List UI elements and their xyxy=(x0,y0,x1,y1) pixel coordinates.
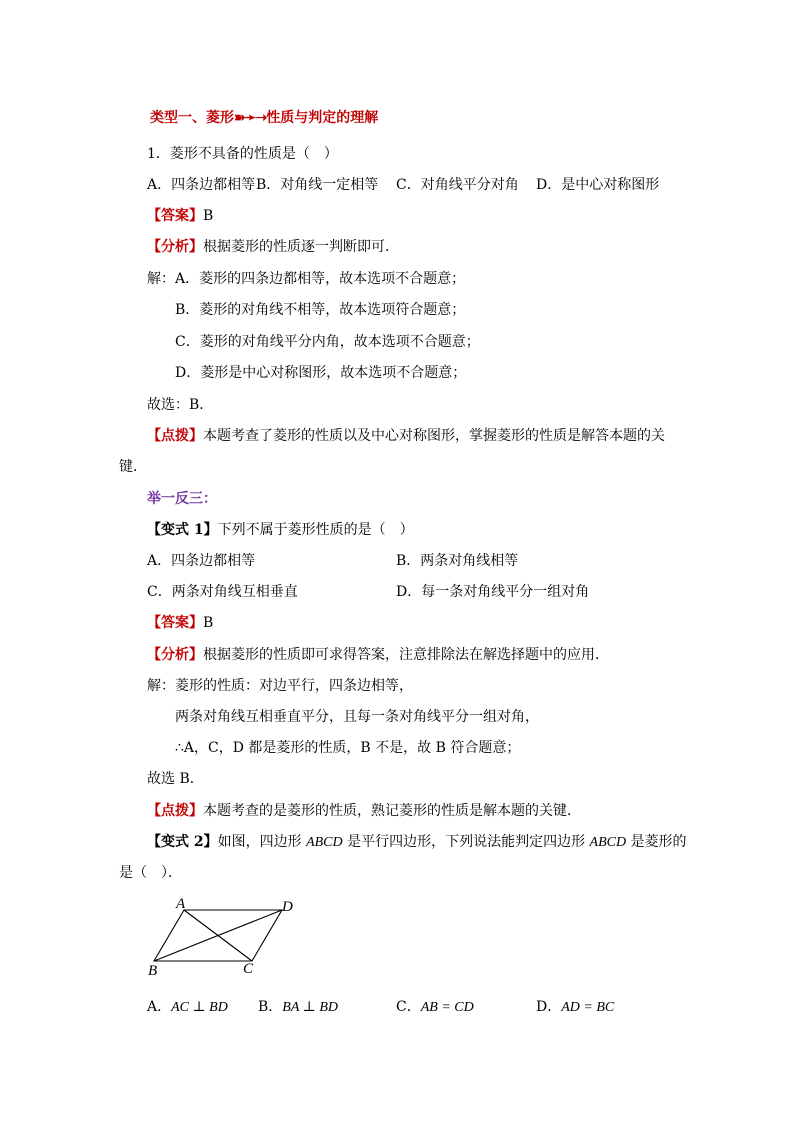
vertex-label-c: C xyxy=(243,961,254,977)
v2-option-a xyxy=(147,998,228,1017)
v2-quad-name-2: ABCD xyxy=(589,835,627,850)
v1-tip xyxy=(147,802,581,820)
option-expr: BA ⊥ BD xyxy=(282,1000,338,1015)
v2-option-d xyxy=(536,998,614,1017)
v1-analysis xyxy=(147,646,609,664)
q1-conclusion: 故选：B． xyxy=(147,397,214,413)
q1-solution-line-2: B．菱形的对角线不相等，故本选项符合题意； xyxy=(175,302,466,318)
vertex-label-d: D xyxy=(282,899,293,915)
v1-option-a: A．四条边都相等 xyxy=(147,553,256,569)
analysis-text: 根据菱形的性质逐一判断即可． xyxy=(203,239,399,255)
v2-stem xyxy=(147,833,687,852)
v1-stem xyxy=(147,521,414,539)
q1-solution-line-4: D．菱形是中心对称图形，故本选项不合题意； xyxy=(175,365,467,381)
option-prefix: A． xyxy=(147,999,172,1015)
tip-tag: 【点拨】 xyxy=(147,803,203,819)
q1-tip xyxy=(147,427,665,445)
v2-stem-continued: 是（ ）． xyxy=(119,865,182,881)
arrow-decoration-icon: ➽➛➝ xyxy=(234,110,267,126)
v1-option-c: C．两条对角线互相垂直 xyxy=(147,584,298,600)
analysis-tag: 【分析】 xyxy=(147,239,203,255)
diagonal-bd xyxy=(154,910,282,961)
parallelogram-figure xyxy=(140,893,320,983)
analysis-text: 根据菱形的性质即可求得答案，注意排除法在解选择题中的应用． xyxy=(203,647,609,663)
tip-text: 本题考查了菱形的性质以及中心对称图形，掌握菱形的性质是解答本题的关 xyxy=(203,428,665,444)
q1-option-c: C．对角线平分对角 xyxy=(396,177,519,193)
v2-stem-a: 如图，四边形 xyxy=(217,834,307,850)
v1-solution-line-3: ∴A，C，D 都是菱形的性质，B 不是，故 B 符合题意； xyxy=(175,740,521,756)
answer-value: B xyxy=(203,615,214,631)
practice-heading: 举一反三： xyxy=(147,491,217,507)
option-prefix: B． xyxy=(258,999,283,1015)
q1-option-d: D．是中心对称图形 xyxy=(536,177,660,193)
v2-quad-name-1: ABCD xyxy=(306,835,343,850)
option-expr: AC ⊥ BD xyxy=(171,1000,228,1015)
v2-option-c xyxy=(396,998,474,1017)
vertex-label-a: A xyxy=(176,896,186,912)
tip-tag: 【点拨】 xyxy=(147,428,203,444)
v2-tag: 【变式 2】 xyxy=(147,834,218,850)
analysis-tag: 【分析】 xyxy=(147,647,203,663)
q1-answer xyxy=(147,207,213,225)
q1-analysis xyxy=(147,238,399,256)
option-expr: AB = CD xyxy=(420,1000,474,1015)
q1-tip-continued: 键． xyxy=(119,459,147,475)
q1-solution-line-3: C．菱形的对角线平分内角，故本选项不合题意； xyxy=(175,334,480,350)
q1-option-b: B．对角线一定相等 xyxy=(256,177,379,193)
v1-tag: 【变式 1】 xyxy=(147,522,218,538)
v1-stem-text: 下列不属于菱形性质的是（ ） xyxy=(217,522,414,538)
v1-conclusion: 故选 B． xyxy=(147,771,204,787)
v1-option-d: D．每一条对角线平分一组对角 xyxy=(396,584,590,600)
q1-option-a: A．四条边都相等 xyxy=(147,177,256,193)
answer-tag: 【答案】 xyxy=(147,615,203,631)
option-expr: AD = BC xyxy=(561,1000,615,1015)
section-title-prefix: 类型一、菱形 xyxy=(150,110,234,126)
tip-text: 本题考查的是菱形的性质，熟记菱形的性质是解本题的关键． xyxy=(203,803,581,819)
v1-option-b: B．两条对角线相等 xyxy=(396,553,519,569)
option-prefix: C． xyxy=(396,999,421,1015)
v1-solution-line-1: 解：菱形的性质：对边平行，四条边相等， xyxy=(147,678,413,694)
answer-tag: 【答案】 xyxy=(147,208,203,224)
q1-stem: 1．菱形不具备的性质是（ ） xyxy=(147,146,338,162)
v2-stem-c: 是菱形的 xyxy=(626,834,687,850)
answer-value: B xyxy=(203,208,214,224)
vertex-label-b: B xyxy=(148,963,158,979)
section-title xyxy=(150,109,378,127)
v1-answer xyxy=(147,614,213,632)
option-prefix: D． xyxy=(536,999,562,1015)
v2-stem-b: 是平行四边形，下列说法能判定四边形 xyxy=(342,834,590,850)
v2-option-b xyxy=(258,998,338,1017)
v1-solution-line-2: 两条对角线互相垂直平分，且每一条对角线平分一组对角， xyxy=(175,709,539,725)
section-title-suffix: 性质与判定的理解 xyxy=(266,110,379,126)
q1-solution-line-1: 解：A．菱形的四条边都相等，故本选项不合题意； xyxy=(147,271,466,287)
